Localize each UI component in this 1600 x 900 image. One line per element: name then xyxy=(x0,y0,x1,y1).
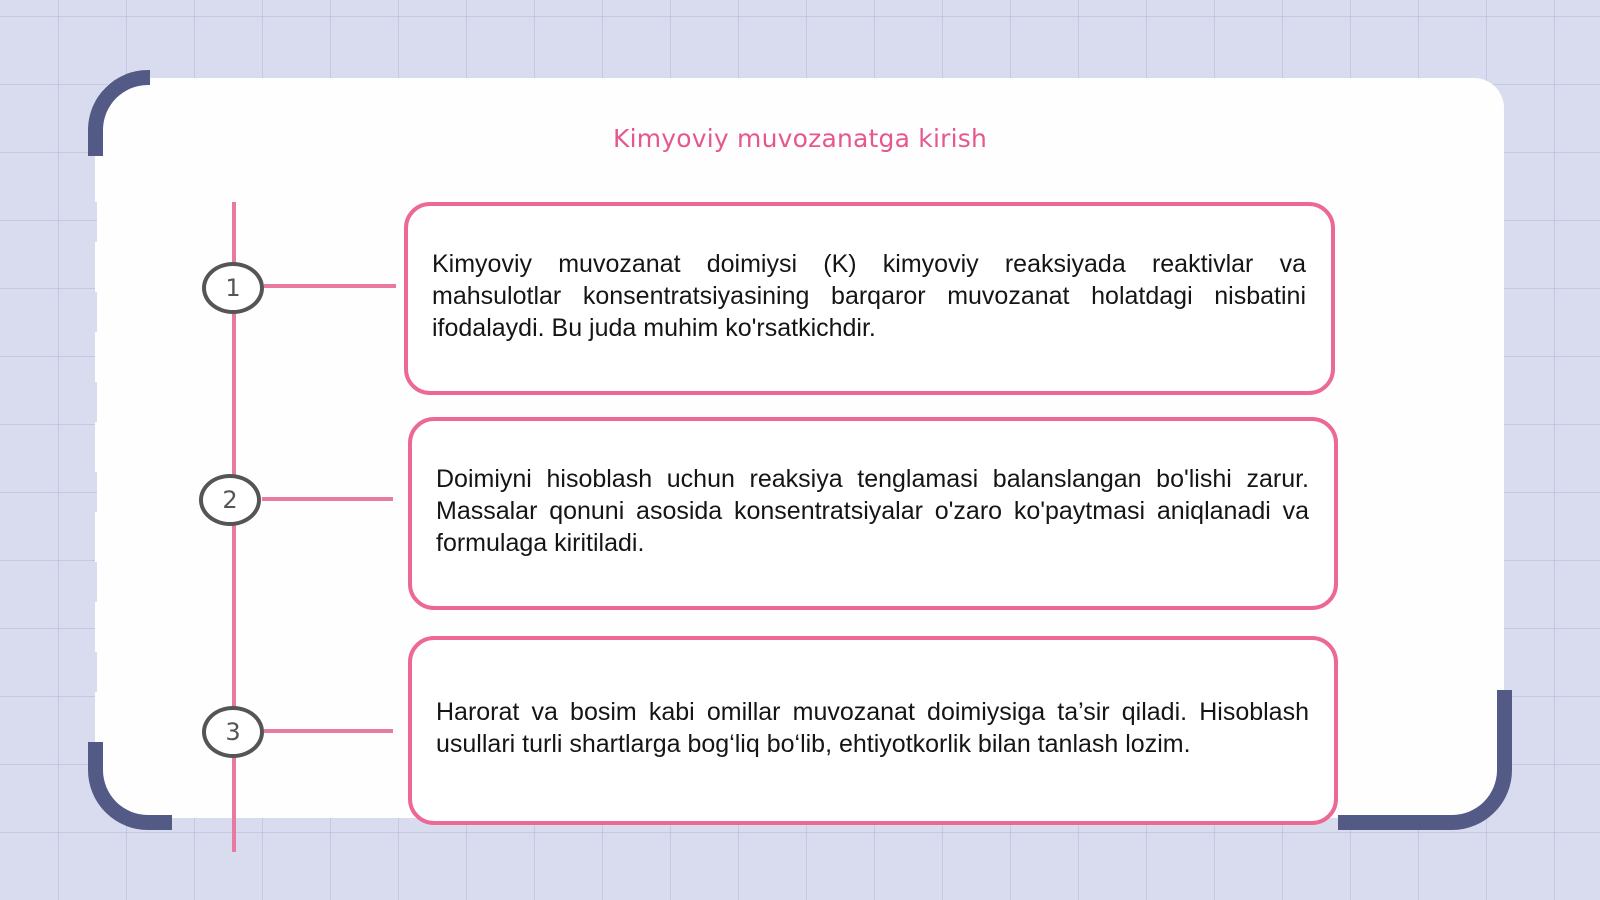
step-text-2: Doimiyni hisoblash uchun reaksiya tenglamasi balanslangan bo'lishi zarur. Massalar qonuni asosida konsentratsiyalar o'zaro ko'paytmasi aniqlanadi va formulaga kiritiladi. xyxy=(436,464,1309,557)
step-card-3 xyxy=(408,636,1338,825)
step-number-1: 1 xyxy=(202,262,264,314)
step-number-3: 3 xyxy=(202,706,264,758)
step-text-3: Harorat va bosim kabi omillar muvozanat doimiysiga ta’sir qiladi. Hisoblash usullari turli shartlarga bog‘liq bo‘lib, ehtiyotkorlik bilan tanlash lozim. xyxy=(436,697,1309,758)
step-connector xyxy=(264,284,396,288)
slide-title: Kimyoviy muvozanatga kirish xyxy=(612,124,987,153)
step-card-1 xyxy=(404,202,1335,395)
corner-bracket-bottom-left xyxy=(88,742,172,830)
step-card-2 xyxy=(408,417,1338,610)
step-text-1: Kimyoviy muvozanat doimiysi (K) kimyoviy reaksiyada reaktivlar va mahsulotlar konsentratsiyasining barqaror muvozanat holatdagi nisbatini ifodalaydi. Bu juda muhim ko'rsatkichdir. xyxy=(432,249,1306,342)
step-connector xyxy=(262,497,393,501)
corner-bracket-bottom-right xyxy=(1338,690,1512,830)
step-connector xyxy=(264,729,393,733)
step-number-2: 2 xyxy=(199,474,261,526)
